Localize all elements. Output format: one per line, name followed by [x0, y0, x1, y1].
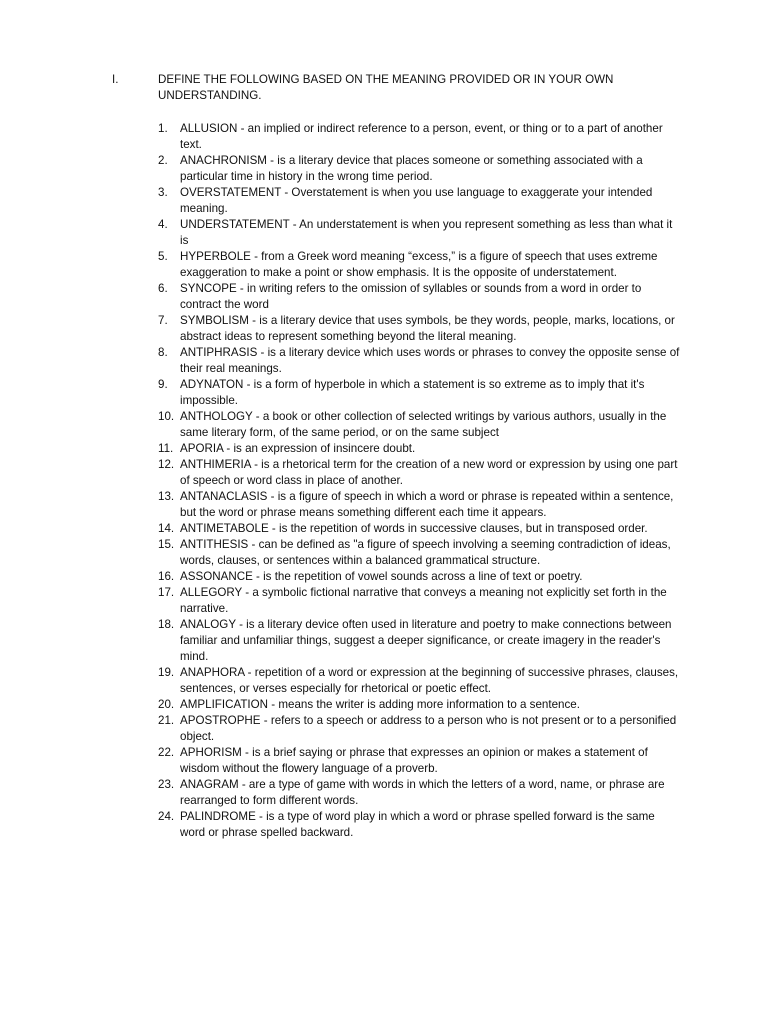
- item-text: SYMBOLISM - is a literary device that uses symbols, be they words, people, marks, locations, or abstract ideas to represent something beyond the literal meaning.: [180, 314, 675, 343]
- item-text: ANAGRAM - are a type of game with words in which the letters of a word, name, or phrase are rearranged to form different words.: [180, 778, 665, 807]
- item-number: 13.: [158, 490, 175, 503]
- definition-item: [158, 313, 683, 345]
- definition-item: [158, 713, 683, 745]
- definition-item: [158, 249, 683, 281]
- item-number: 16.: [158, 570, 175, 583]
- item-number: 22.: [158, 746, 175, 759]
- item-text: ANTITHESIS - can be defined as "a figure of speech involving a seeming contradiction of ideas, words, clauses, or sentences within a balanced grammatical structure.: [180, 538, 671, 567]
- item-number: 1.: [158, 122, 168, 135]
- definition-item: [158, 569, 683, 585]
- item-text: ANTHIMERIA - is a rhetorical term for the creation of a new word or expression by using one part of speech or word class in place of another.: [180, 458, 678, 487]
- item-number: 14.: [158, 522, 175, 535]
- item-text: ALLUSION - an implied or indirect reference to a person, event, or thing or to a part of another text.: [180, 122, 663, 151]
- definition-item: [158, 777, 683, 809]
- definition-item: [158, 377, 683, 409]
- item-text: ADYNATON - is a form of hyperbole in which a statement is so extreme as to imply that it's impossible.: [180, 378, 645, 407]
- definition-item: [158, 617, 683, 665]
- item-number: 2.: [158, 154, 168, 167]
- definition-item: [158, 409, 683, 441]
- item-text: APHORISM - is a brief saying or phrase that expresses an opinion or makes a statement of wisdom without the flowery language of a proverb.: [180, 746, 648, 775]
- item-number: 6.: [158, 282, 168, 295]
- item-number: 9.: [158, 378, 168, 391]
- item-number: 7.: [158, 314, 168, 327]
- item-number: 20.: [158, 698, 175, 711]
- definition-item: [158, 345, 683, 377]
- item-text: APOSTROPHE - refers to a speech or address to a person who is not present or to a personified object.: [180, 714, 677, 743]
- item-text: ASSONANCE - is the repetition of vowel sounds across a line of text or poetry.: [180, 570, 583, 583]
- definition-item: [158, 217, 683, 249]
- item-text: ANTHOLOGY - a book or other collection of selected writings by various authors, usually in the same literary form, of the same period, or on the same subject: [180, 410, 667, 439]
- item-number: 15.: [158, 538, 175, 551]
- item-number: 18.: [158, 618, 175, 631]
- definition-item: [158, 665, 683, 697]
- definition-item: [158, 697, 683, 713]
- item-text: APORIA - is an expression of insincere doubt.: [180, 442, 416, 455]
- item-text: ANACHRONISM - is a literary device that places someone or something associated with a particular time in history in the wrong time period.: [180, 154, 643, 183]
- definition-item: [158, 441, 683, 457]
- definition-item: [158, 745, 683, 777]
- item-text: ANTIMETABOLE - is the repetition of words in successive clauses, but in transposed order.: [180, 522, 648, 535]
- item-number: 24.: [158, 810, 175, 823]
- item-number: 8.: [158, 346, 168, 359]
- definition-item: [158, 457, 683, 489]
- definition-item: [158, 585, 683, 617]
- definition-item: [158, 121, 683, 153]
- item-text: ANTIPHRASIS - is a literary device which uses words or phrases to convey the opposite sense of their real meanings.: [180, 346, 680, 375]
- item-number: 10.: [158, 410, 175, 423]
- item-text: ANAPHORA - repetition of a word or expression at the beginning of successive phrases, clauses, sentences, or verses especially for rhetorical or poetic effect.: [180, 666, 679, 695]
- item-text: SYNCOPE - in writing refers to the omission of syllables or sounds from a word in order to contract the word: [180, 282, 642, 311]
- item-number: 17.: [158, 586, 175, 599]
- item-text: OVERSTATEMENT - Overstatement is when you use language to exaggerate your intended meaning.: [180, 186, 653, 215]
- section-number: I.: [112, 73, 119, 86]
- definition-item: [158, 809, 683, 841]
- item-number: 23.: [158, 778, 175, 791]
- definition-item: [158, 489, 683, 521]
- item-number: 11.: [158, 442, 174, 455]
- item-number: 4.: [158, 218, 168, 231]
- definition-item: [158, 185, 683, 217]
- item-number: 12.: [158, 458, 175, 471]
- item-text: AMPLIFICATION - means the writer is adding more information to a sentence.: [180, 698, 580, 711]
- item-text: UNDERSTATEMENT - An understatement is when you represent something as less than what it is: [180, 218, 673, 247]
- definition-item: [158, 281, 683, 313]
- section-heading: DEFINE THE FOLLOWING BASED ON THE MEANING PROVIDED OR IN YOUR OWN UNDERSTANDING.: [158, 73, 614, 102]
- item-text: HYPERBOLE - from a Greek word meaning “excess,” is a figure of speech that uses extreme exaggeration to make a point or show emphasis. It is the opposite of understatement.: [180, 250, 658, 279]
- definition-list: [158, 121, 683, 841]
- item-text: PALINDROME - is a type of word play in which a word or phrase spelled forward is the same word or phrase spelled backward.: [180, 810, 655, 839]
- item-text: ANALOGY - is a literary device often used in literature and poetry to make connections between familiar and unfamiliar things, suggest a deeper significance, or create imagery in the reader's mind.: [180, 618, 672, 663]
- item-text: ALLEGORY - a symbolic fictional narrative that conveys a meaning not explicitly set forth in the narrative.: [180, 586, 667, 615]
- item-number: 19.: [158, 666, 175, 679]
- definition-item: [158, 153, 683, 185]
- definition-item: [158, 537, 683, 569]
- definition-item: [158, 521, 683, 537]
- item-text: ANTANACLASIS - is a figure of speech in which a word or phrase is repeated within a sentence, but the word or phrase means something different each time it appears.: [180, 490, 674, 519]
- item-number: 21.: [158, 714, 175, 727]
- item-number: 5.: [158, 250, 168, 263]
- item-number: 3.: [158, 186, 168, 199]
